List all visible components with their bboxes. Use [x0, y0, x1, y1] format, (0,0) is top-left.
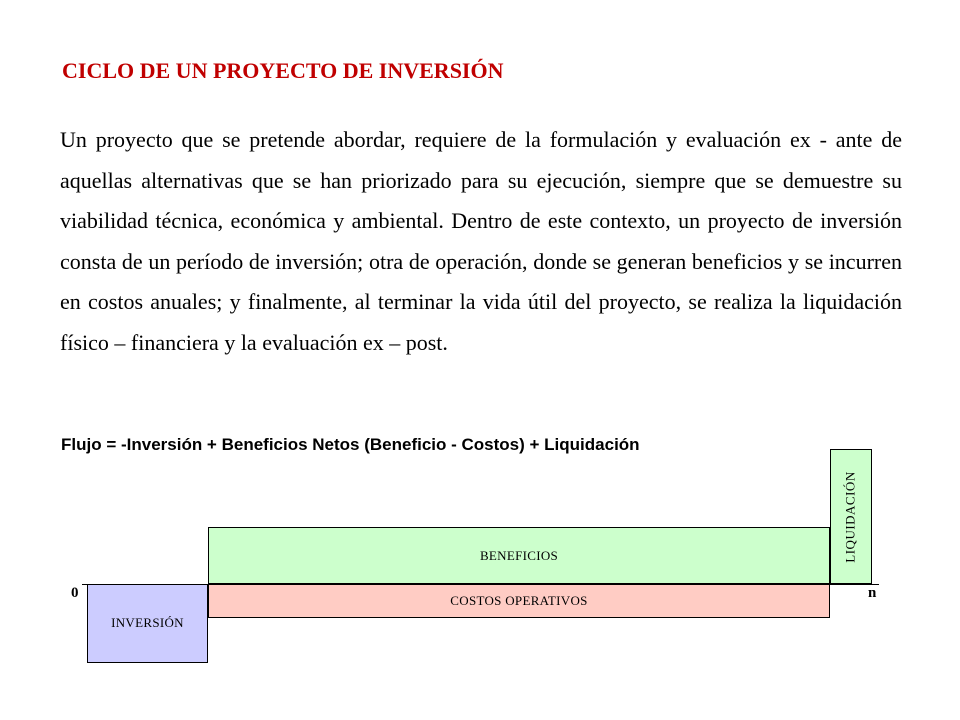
time-axis [82, 584, 879, 585]
inversion-block [87, 584, 208, 663]
beneficios-block [208, 527, 830, 584]
liquidacion-block [830, 449, 872, 584]
beneficios-label: BENEFICIOS [479, 547, 559, 563]
cash-flow-formula: Flujo = -Inversión + Beneficios Netos (Beneficio - Costos) + Liquidación [61, 435, 640, 454]
page-title: CICLO DE UN PROYECTO DE INVERSIÓN [62, 58, 504, 83]
inversion-label: INVERSIÓN [111, 615, 184, 630]
intro-paragraph: Un proyecto que se pretende abordar, requiere de la formulación y evaluación ex - ante de aquellas alternativas que se han priorizado para su ejecución, siempre que se demuestre su viabilidad técnica, económica y ambiental. Dentro de este contexto, un proyecto de inversión consta de un período de inversión; otra de operación, donde se generan beneficios y se incurren en costos anuales; y finalmente, al terminar la vida útil del proyecto, se realiza la liquidación físico – financiera y la evaluación ex – post. [60, 127, 902, 355]
axis-start-label: 0 [71, 585, 79, 601]
axis-end-label: n [868, 585, 877, 601]
liquidacion-label: LIQUIDACIÓN [843, 470, 858, 563]
costos-operativos-block [208, 584, 830, 618]
costos-operativos-label: COSTOS OPERATIVOS [450, 593, 588, 608]
